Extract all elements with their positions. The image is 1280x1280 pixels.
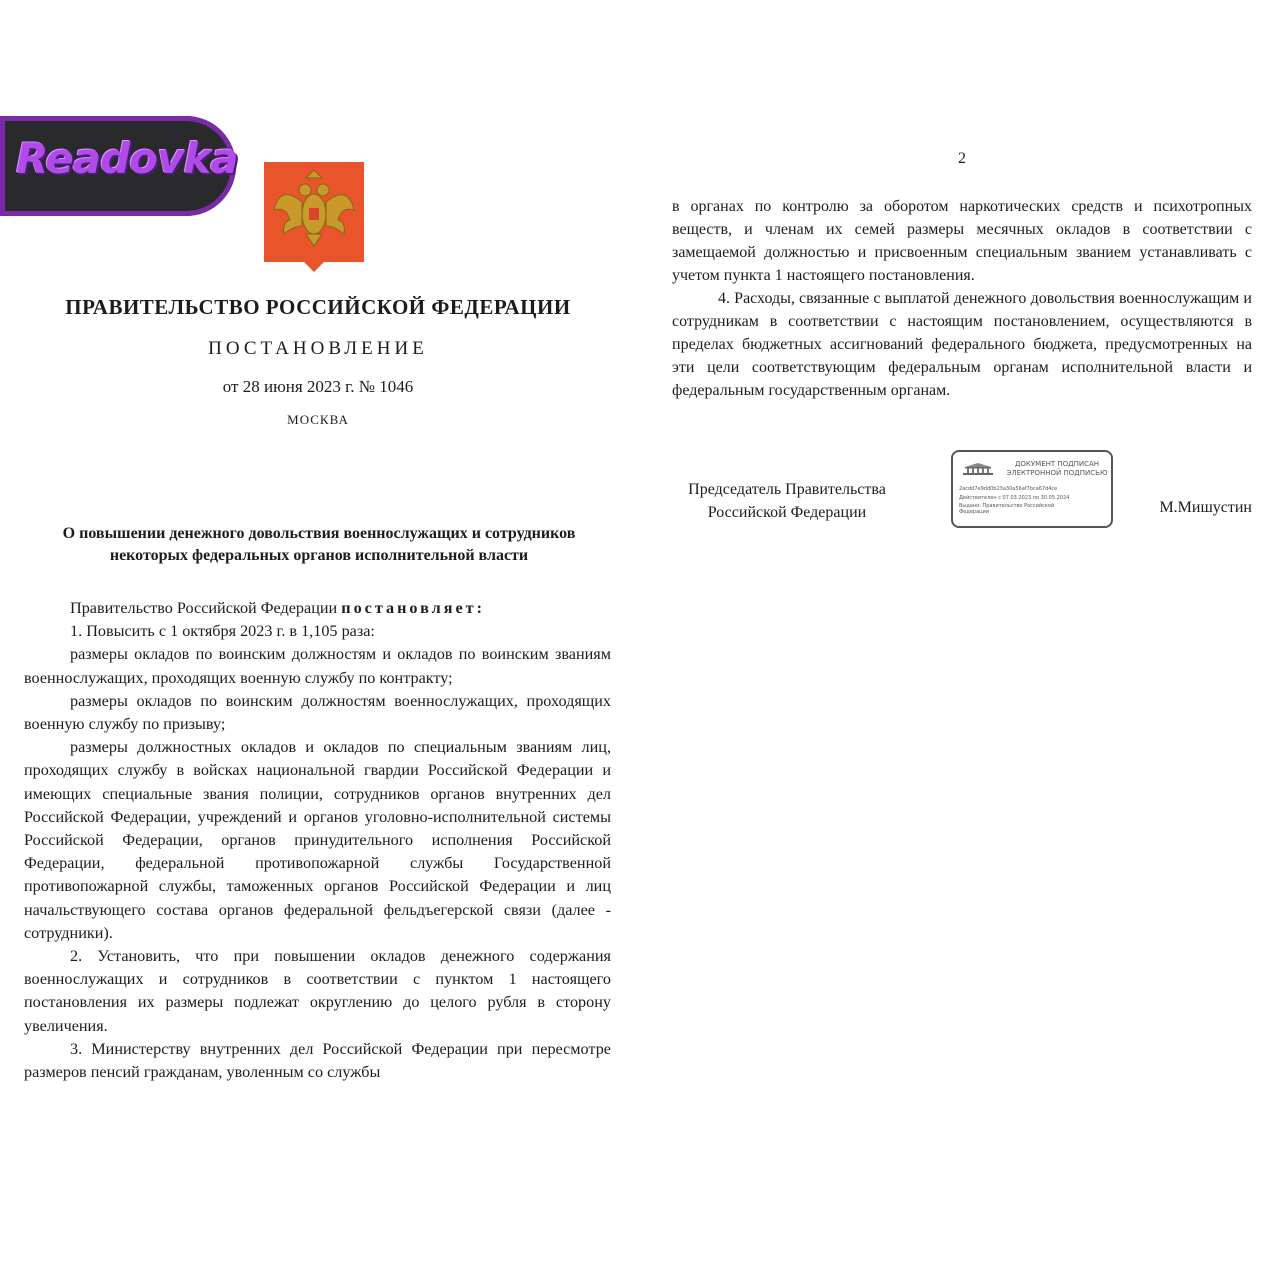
page2-body	[672, 195, 1252, 402]
paragraph-1c: размеры должностных окладов и окладов по специальным званиям лиц, проходящих службу в войсках национальной гвардии Российской Федерации и имеющих специальные звания полиции, сотрудников органов внутренних дел Российской Федерации, учреждений и органов уголовно-исполнительной системы Российской Федерации, органов принудительного исполнения Российской Федерации, федеральной противопожарной службы Государственной противопожарной службы, таможенных органов Российской Федерации и лиц начальствующего состава органов федеральной фельдъегерской связи (далее - сотрудники).	[24, 738, 611, 942]
paragraph-1a: размеры окладов по воинским должностям и окладов по воинским званиям военнослужащих, проходящих военную службу по контракту;	[24, 645, 611, 687]
paragraph-1b: размеры окладов по воинским должностям военнослужащих, проходящих военную службу по призыву;	[24, 691, 611, 734]
page1-body	[24, 597, 611, 1084]
document-title-line: некоторых федеральных органов исполнительной власти	[109, 547, 529, 564]
signatory-title-line: Председатель Правительства	[688, 481, 886, 498]
watermark-text: Readovka	[16, 134, 238, 183]
stamp-heading-line: ДОКУМЕНТ ПОДПИСАН	[1014, 460, 1100, 468]
document-city: МОСКВА	[287, 412, 349, 427]
signatory-title	[672, 478, 902, 524]
stamp-heading	[1003, 460, 1111, 478]
document-title-line: О повышении денежного довольствия военнослужащих и сотрудников	[62, 525, 576, 542]
stamp-certificate: 2acdd7e9dd0b23a30a56af7bca67d4ce	[959, 486, 1058, 492]
signatory-name: М.Мишустин	[1159, 499, 1252, 516]
document-date-number: от 28 июня 2023 г. № 1046	[222, 377, 414, 396]
readovka-watermark	[0, 116, 236, 216]
signatory-title-line: Российской Федерации	[707, 504, 867, 521]
intro-text: Правительство Российской Федерации	[70, 599, 342, 617]
paragraph-2: 2. Установить, что при повышении окладов денежного содержания военнослужащих и сотрудников в соответствии с пунктом 1 настоящего постановления их размеры подлежат округлению до целого рубля в сторону увеличения.	[24, 947, 611, 1035]
page-number: 2	[958, 150, 966, 167]
paragraph-1: 1. Повысить с 1 октября 2023 г. в 1,105 раза:	[70, 622, 375, 641]
paragraph-3-continued: в органах по контролю за оборотом наркотических средств и психотропных веществ, и членам их семей размеры месячных окладов в соответствии с замещаемой должностью и присвоенным специальным званием устанавливать с учетом пункта 1 настоящего постановления.	[672, 198, 1252, 284]
russian-coat-of-arms-icon	[264, 162, 364, 272]
document-title	[24, 523, 614, 567]
intro-paragraph	[24, 597, 611, 620]
decree-word: постановляет:	[341, 599, 486, 617]
government-building-icon	[961, 462, 995, 476]
document-type: ПОСТАНОВЛЕНИЕ	[208, 338, 428, 359]
stamp-validity: Действителен с 07.03.2023 по 30.05.2024	[959, 495, 1070, 501]
stamp-heading-line: ЭЛЕКТРОННОЙ ПОДПИСЬЮ	[1006, 469, 1108, 477]
paragraph-4: 4. Расходы, связанные с выплатой денежного довольствия военнослужащим и сотрудникам в соответствии с настоящим постановлением, осуществляются в пределах бюджетных ассигнований федерального бюджета, предусмотренных на эти цели соответствующим федеральным органам исполнительной власти и федеральным государственным органам.	[672, 290, 1252, 399]
stamp-issuer: Выдано: Правительство Российской	[959, 503, 1055, 509]
stamp-issuer: Федерации	[959, 509, 990, 515]
government-name: ПРАВИТЕЛЬСТВО РОССИЙСКОЙ ФЕДЕРАЦИИ	[65, 295, 571, 319]
paragraph-3: 3. Министерству внутренних дел Российской Федерации при пересмотре размеров пенсий гражданам, уволенным со службы	[24, 1039, 611, 1082]
